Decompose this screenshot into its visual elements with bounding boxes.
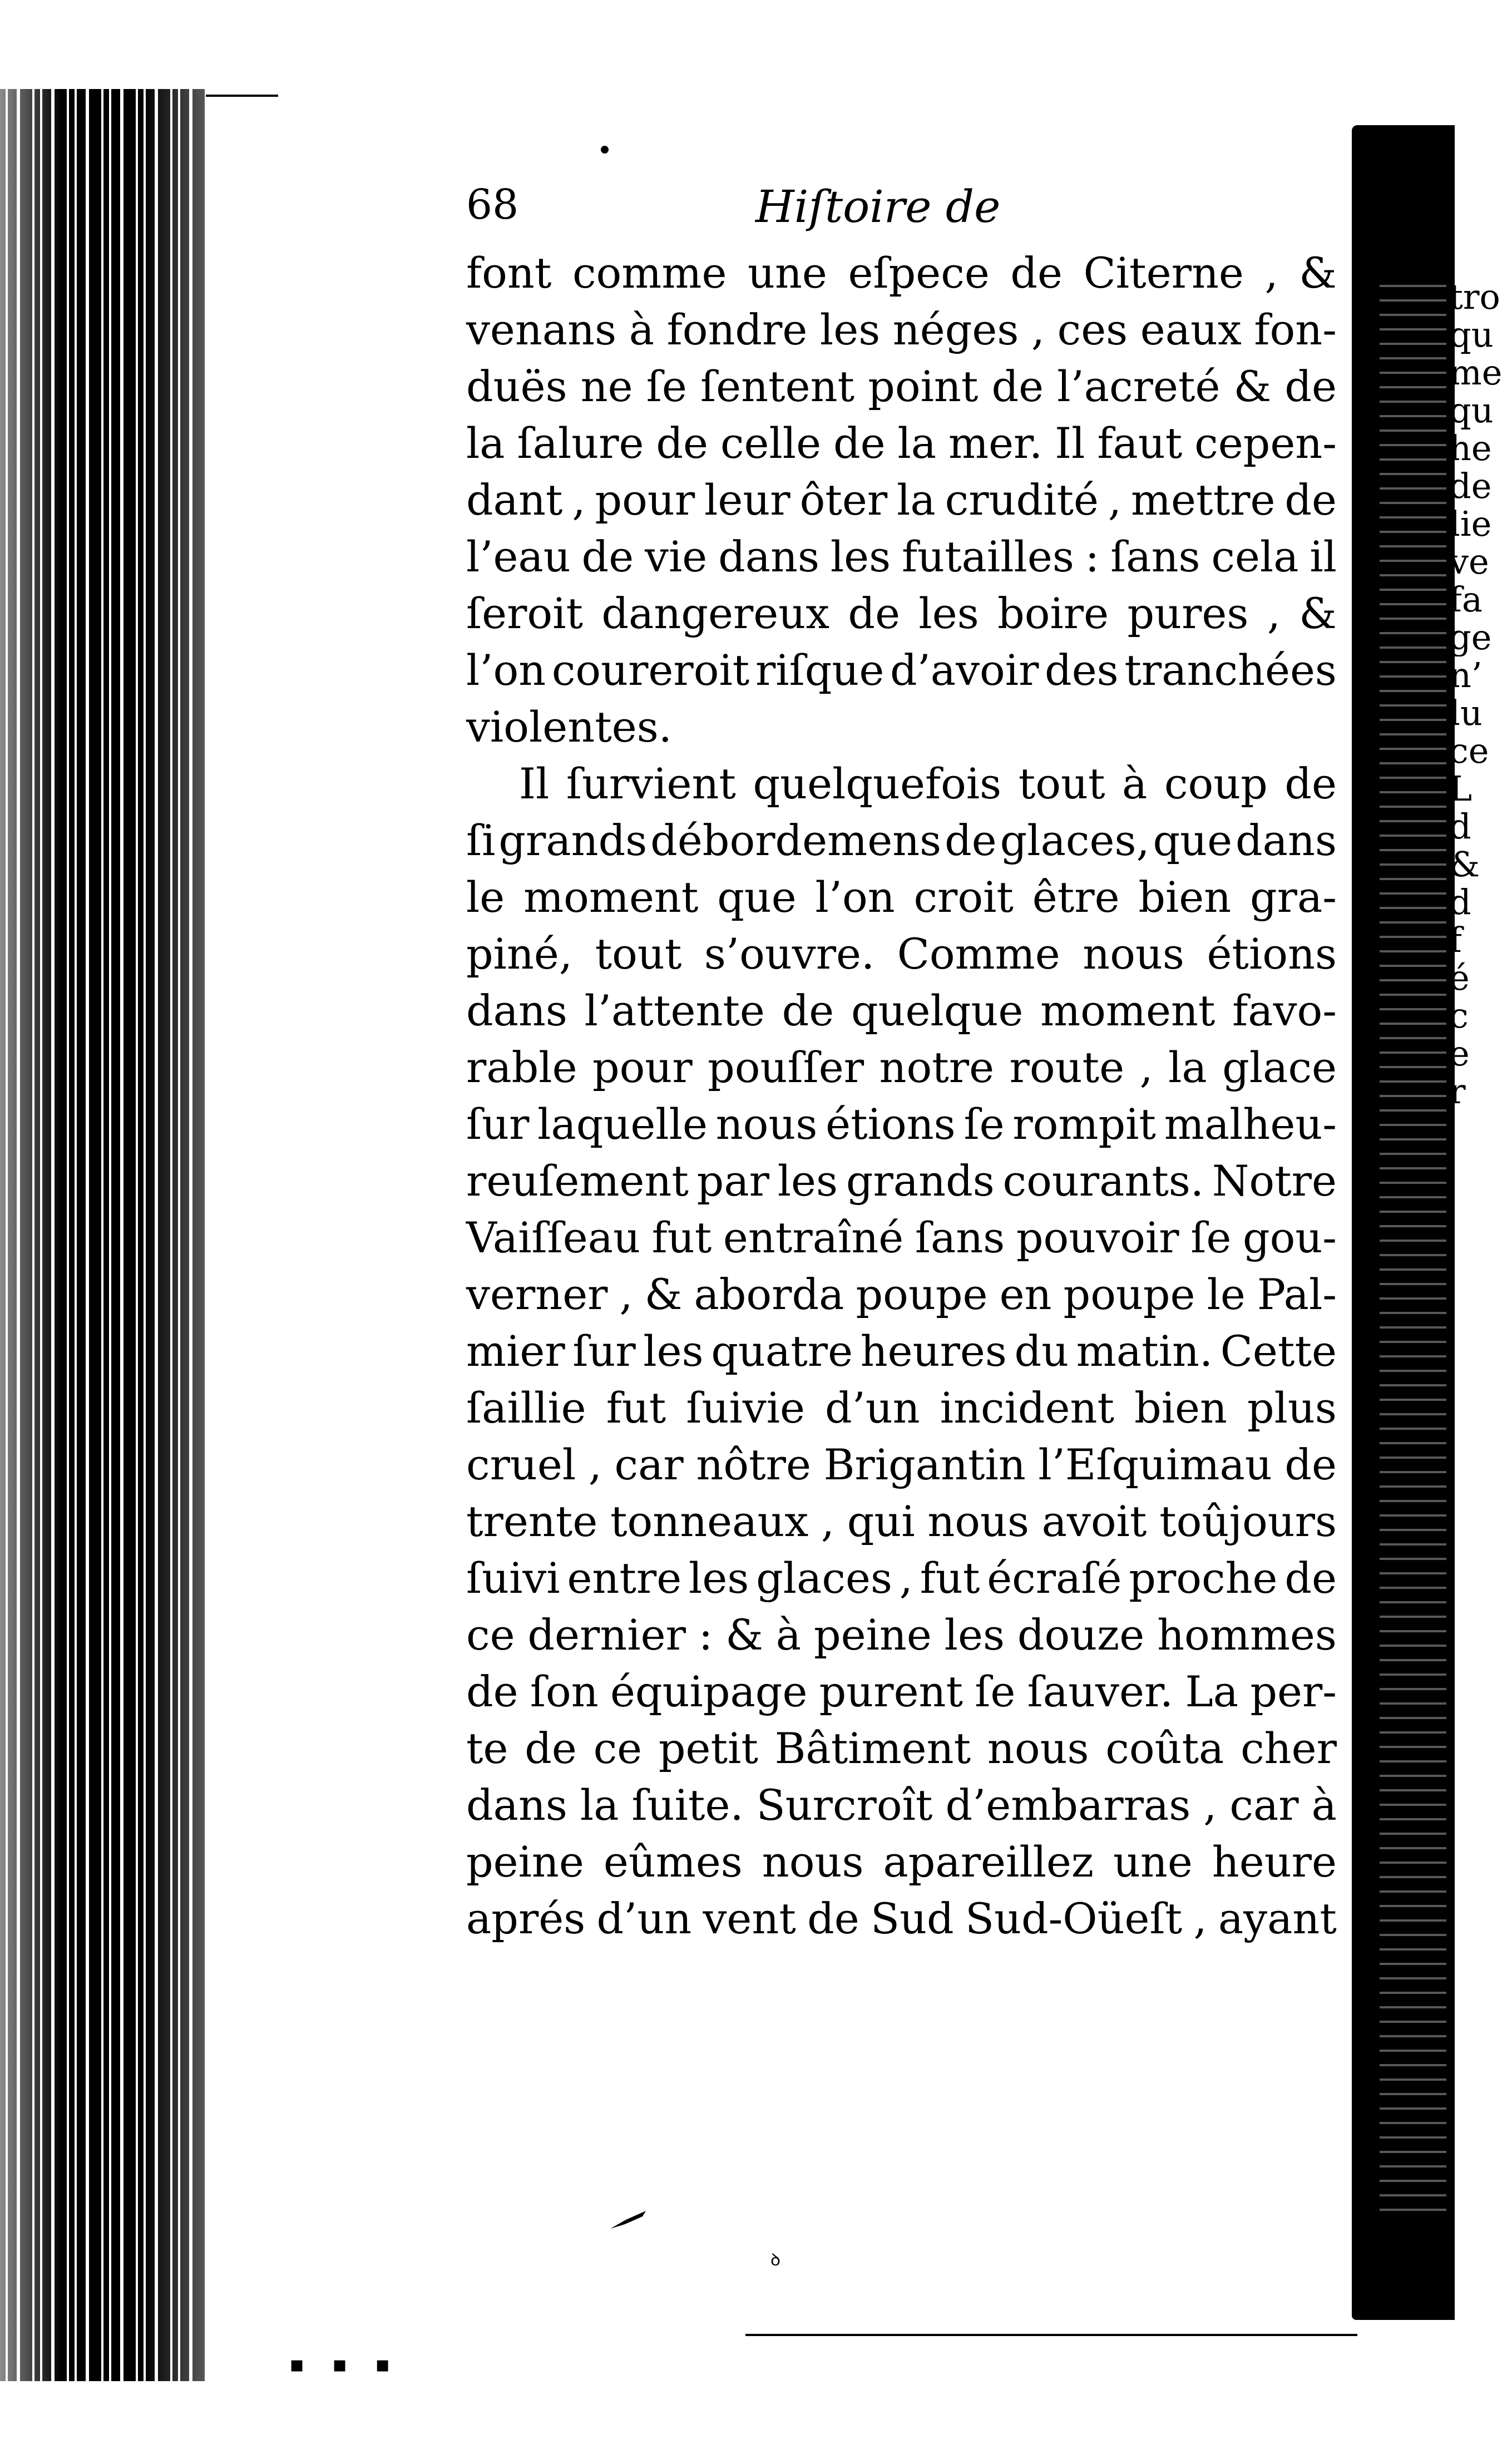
word: pour (592, 1043, 693, 1092)
word: débordemens (650, 816, 942, 865)
next-page-fragment: me (1449, 354, 1503, 392)
word: l’acreté (1057, 362, 1221, 411)
word: riſque (755, 645, 885, 695)
word: & (644, 1270, 683, 1319)
word: aprés (466, 1894, 586, 1943)
word: la (897, 475, 936, 525)
word: la (580, 1780, 619, 1830)
word: comme (572, 248, 727, 298)
text-line (466, 529, 1337, 585)
word: matin. (1076, 1326, 1213, 1376)
word: qui (847, 1497, 915, 1546)
word: reuſement (466, 1156, 689, 1206)
word: Il (519, 759, 550, 808)
word: la (466, 418, 505, 468)
word: Brigantin (823, 1440, 1026, 1489)
text-line (466, 1436, 1337, 1493)
word: le (466, 872, 505, 922)
word: nous (1083, 929, 1184, 979)
word: l’on (815, 872, 895, 922)
word: que (717, 872, 797, 922)
word: peine (466, 1837, 584, 1887)
word: tout (595, 929, 682, 979)
word: cela (1211, 532, 1299, 581)
word: s’ouvre. (704, 929, 875, 979)
text-line (466, 926, 1337, 982)
word: bien (1134, 1383, 1227, 1433)
word: point (868, 362, 979, 411)
word: étions (826, 1099, 956, 1149)
word: cepen- (1194, 418, 1337, 468)
text-line (466, 1323, 1337, 1380)
text-line (466, 1890, 1337, 1947)
next-page-fragment: ve (1449, 543, 1489, 581)
word: faut (1097, 418, 1183, 468)
word: malheu- (1164, 1099, 1337, 1149)
word: eſpece (848, 248, 990, 298)
text-line (466, 472, 1337, 529)
word: venans (466, 305, 617, 354)
word: de (1284, 1440, 1337, 1489)
word: ce (593, 1724, 643, 1773)
text-line: violentes. (466, 702, 672, 752)
word: car (614, 1440, 684, 1489)
word: Cette (1220, 1326, 1337, 1376)
text-line (466, 1720, 1337, 1777)
word: pures (1127, 589, 1249, 638)
word: quelque (851, 986, 1024, 1035)
word: les (777, 1156, 838, 1206)
word: fut (920, 1553, 980, 1603)
word: tranchées (1124, 645, 1337, 695)
word: Surcroît (756, 1780, 933, 1830)
word: , (1267, 589, 1281, 638)
word: ſe (975, 1667, 1016, 1716)
word: dans (466, 1780, 567, 1830)
word: car (1229, 1780, 1299, 1830)
word: de (833, 418, 886, 468)
word: de (525, 1724, 577, 1773)
word: moment (1040, 986, 1215, 1035)
word: Sud (871, 1894, 954, 1943)
word: per- (1250, 1667, 1337, 1716)
word: pouſſer (708, 1043, 864, 1092)
word: duës (466, 362, 567, 411)
next-page-fragment: f (1449, 921, 1462, 959)
word: les (918, 589, 979, 638)
next-page-fragment: he (1449, 429, 1492, 467)
word: fut (606, 1383, 666, 1433)
next-page-fragment: qu (1449, 392, 1494, 429)
stray-mark: ꝺ (770, 2250, 780, 2270)
word: gou- (1242, 1213, 1337, 1262)
word: glace (1222, 1043, 1337, 1092)
word: leur (704, 475, 790, 525)
word: ſur (572, 1326, 636, 1376)
word: bien (1138, 872, 1232, 922)
word: les (819, 305, 881, 354)
word: de (1284, 759, 1337, 808)
word: celle (720, 418, 822, 468)
next-page-fragment: d (1449, 883, 1471, 921)
text-line (466, 1266, 1337, 1323)
text-line (466, 642, 1337, 699)
word: , (572, 475, 586, 525)
next-page-fragment: d (1449, 808, 1471, 846)
next-page-fragment: & (1449, 846, 1480, 883)
word: ne (580, 362, 633, 411)
word: de (466, 1667, 518, 1716)
word: du (1014, 1326, 1069, 1376)
word: la (897, 418, 937, 468)
text-line (466, 1607, 1337, 1663)
word: de (1010, 248, 1063, 298)
word: équipage (610, 1667, 808, 1716)
word: les (830, 532, 891, 581)
word: de (1284, 362, 1337, 411)
word: incident (940, 1383, 1115, 1433)
ink-stroke-mark (609, 2209, 648, 2231)
word: ces (1057, 305, 1128, 354)
word: petit (658, 1724, 758, 1773)
word: gra- (1249, 872, 1337, 922)
word: quatre (711, 1326, 853, 1376)
word: piné, (466, 929, 573, 979)
word: poupe (1063, 1270, 1195, 1319)
text-line (466, 1663, 1337, 1720)
word: les (689, 1553, 749, 1603)
text-line (466, 245, 1337, 302)
word: dernier (527, 1610, 686, 1660)
word: ſalure (517, 418, 644, 468)
text-line (466, 1550, 1337, 1607)
spine-shading (0, 89, 206, 2381)
word: fut (651, 1213, 712, 1262)
word: ſentent (700, 362, 855, 411)
bottom-signature-marks: ▪ ▪ ▪ (289, 2351, 401, 2377)
next-page-fragment: c (1449, 997, 1469, 1035)
text-line (466, 869, 1337, 926)
word: de (848, 589, 901, 638)
word: apareillez (883, 1837, 1094, 1887)
word: , (1203, 1780, 1217, 1830)
word: coup (1164, 759, 1268, 808)
word: quelquefois (753, 759, 1002, 808)
word: entraîné (723, 1213, 904, 1262)
word: glaces, (1000, 816, 1150, 865)
next-page-fragment: qu (1449, 316, 1494, 354)
word: , (899, 1553, 913, 1603)
word: Il (1055, 418, 1085, 468)
word: Bâtiment (774, 1724, 971, 1773)
text-line (466, 1153, 1337, 1209)
word: notre (879, 1043, 995, 1092)
text-line (466, 302, 1337, 358)
word: cruel (466, 1440, 576, 1489)
word: plus (1247, 1383, 1337, 1433)
word: de (991, 362, 1044, 411)
word: la (1168, 1043, 1207, 1092)
word: heures (860, 1326, 1007, 1376)
word: nous (987, 1724, 1089, 1773)
word: favo- (1232, 986, 1337, 1035)
word: ſe (1190, 1213, 1232, 1262)
word: ſe (646, 362, 687, 411)
word: de (807, 1894, 859, 1943)
next-page-fragment: fa (1449, 581, 1483, 619)
word: , (619, 1270, 633, 1319)
word: La (1185, 1667, 1239, 1716)
word: glaces (756, 1553, 892, 1603)
word: douze (1017, 1610, 1145, 1660)
next-page-fragment: e (1449, 1035, 1470, 1073)
word: de (581, 532, 634, 581)
word: , (1193, 1894, 1207, 1943)
word: Citerne (1083, 248, 1244, 298)
word: Sud-Oüeſt (965, 1894, 1183, 1943)
word: : (1085, 532, 1100, 581)
word: ſon (530, 1667, 599, 1716)
word: ſaillie (466, 1383, 586, 1433)
word: de (656, 418, 709, 468)
word: l’attente (584, 986, 765, 1035)
word: font (466, 248, 552, 298)
word: ce (466, 1610, 515, 1660)
next-page-fragment: lie (1449, 505, 1492, 543)
word: coureroit (551, 645, 750, 695)
word: ſi (466, 816, 496, 865)
word: ſuite. (631, 1780, 744, 1830)
word: dans (1236, 816, 1337, 865)
word: il (1310, 532, 1337, 581)
word: , (821, 1497, 835, 1546)
word: les (944, 1610, 1005, 1660)
next-page-fragments (1449, 278, 1512, 1110)
word: par (696, 1156, 769, 1206)
word: : (698, 1610, 713, 1660)
page-header (466, 181, 1362, 242)
word: de (945, 816, 997, 865)
word: hommes (1157, 1610, 1337, 1660)
word: nous (715, 1099, 818, 1149)
word: une (748, 248, 827, 298)
text-line (466, 812, 1337, 869)
word: eûmes (603, 1837, 743, 1887)
bottom-rule (745, 2334, 1357, 2336)
word: nous (762, 1837, 864, 1887)
word: ſuivie (686, 1383, 805, 1433)
next-page-fragment: L (1449, 770, 1473, 808)
word: en (999, 1270, 1052, 1319)
word: toûjours (1159, 1497, 1337, 1546)
word: tonneaux (610, 1497, 809, 1546)
word: écraſé (987, 1553, 1122, 1603)
word: ſuivi (466, 1553, 560, 1603)
word: de (782, 986, 834, 1035)
next-page-fragment: tro (1449, 278, 1500, 316)
word: à (1122, 759, 1148, 808)
next-page-fragment: ce (1449, 732, 1489, 770)
word: vent (703, 1894, 796, 1943)
text-line (466, 1380, 1337, 1436)
word: courants. (1002, 1156, 1204, 1206)
word: de (1284, 475, 1337, 525)
word: & (725, 1610, 763, 1660)
word: avoit (1041, 1497, 1147, 1546)
next-page-fragment: lu (1449, 694, 1483, 732)
word: vie (645, 532, 708, 581)
word: néges (892, 305, 1019, 354)
word: crudité (945, 475, 1099, 525)
text-line (466, 1493, 1337, 1550)
word: route (1009, 1043, 1125, 1092)
text-line (466, 1039, 1337, 1096)
word: nôtre (696, 1440, 811, 1489)
next-page-fragment: r (1449, 1073, 1466, 1110)
word: une (1113, 1837, 1193, 1887)
word: eaux (1140, 305, 1242, 354)
word: ſans (1110, 532, 1200, 581)
word: d’un (596, 1894, 692, 1943)
word: cher (1241, 1724, 1337, 1773)
text-line (466, 358, 1337, 415)
word: nous (927, 1497, 1029, 1546)
next-page-fragment: ge (1449, 619, 1492, 656)
word: dant (466, 475, 563, 525)
running-title: Hiſtoire de (755, 181, 1001, 233)
word: ſe (963, 1099, 1005, 1149)
word: des (1045, 645, 1119, 695)
word: mer. (948, 418, 1043, 468)
next-page-fragment: n’ (1449, 656, 1483, 694)
word: l’eau (466, 532, 571, 581)
body-text (466, 245, 1337, 1947)
word: moment (523, 872, 699, 922)
word: rable (466, 1043, 577, 1092)
word: d’avoir (890, 645, 1039, 695)
word: les (643, 1326, 704, 1376)
word: aborda (694, 1270, 844, 1319)
word: à (629, 305, 654, 354)
word: que (1153, 816, 1233, 865)
next-page-fragment: de (1449, 467, 1492, 505)
word: futailles (902, 532, 1074, 581)
word: d’un (825, 1383, 920, 1433)
word: , (588, 1440, 602, 1489)
text-line (466, 756, 1337, 812)
word: à (1311, 1780, 1337, 1830)
text-line (466, 1777, 1337, 1834)
word: & (1299, 589, 1337, 638)
word: ôter (799, 475, 888, 525)
word: Vaiſſeau (466, 1213, 641, 1262)
gutter-speckle (1380, 273, 1446, 2220)
word: de (1284, 1553, 1337, 1603)
text-line (466, 1096, 1337, 1153)
word: d’embarras (945, 1780, 1191, 1830)
word: fondre (666, 305, 808, 354)
word: l’on (466, 645, 546, 695)
word: Pal- (1257, 1270, 1337, 1319)
word: dans (466, 986, 567, 1035)
word: le (1207, 1270, 1246, 1319)
word: ſur (466, 1099, 530, 1149)
word: purent (819, 1667, 963, 1716)
word: verner (466, 1270, 608, 1319)
word: proche (1129, 1553, 1278, 1603)
text-line (466, 415, 1337, 472)
ink-dot (601, 146, 609, 154)
word: à (775, 1610, 802, 1660)
word: ſans (915, 1213, 1005, 1262)
word: croit (913, 872, 1014, 922)
word: ſeroit (466, 589, 584, 638)
word: , (1264, 248, 1278, 298)
text-line (466, 1834, 1337, 1890)
word: étions (1207, 929, 1337, 979)
top-rule (206, 95, 278, 97)
word: entre (567, 1553, 682, 1603)
word: l’Eſquimau (1038, 1440, 1272, 1489)
text-line (466, 1209, 1337, 1266)
next-page-fragment: é (1449, 959, 1470, 997)
word: , (1139, 1043, 1153, 1092)
word: & (1299, 248, 1337, 298)
word: grands (846, 1156, 995, 1206)
word: tout (1018, 759, 1105, 808)
word: mier (466, 1326, 565, 1376)
word: mettre (1130, 475, 1276, 525)
word: pour (595, 475, 695, 525)
word: ſauver. (1027, 1667, 1174, 1716)
word: être (1032, 872, 1120, 922)
text-line (466, 585, 1337, 642)
word: boire (997, 589, 1109, 638)
word: ayant (1218, 1894, 1337, 1943)
word: Comme (897, 929, 1060, 979)
word: trente (466, 1497, 598, 1546)
word: grands (498, 816, 648, 865)
word: heure (1212, 1837, 1337, 1887)
page-number: 68 (466, 181, 519, 229)
word: ſurvient (566, 759, 736, 808)
word: dangereux (601, 589, 830, 638)
word: pouvoir (1016, 1213, 1179, 1262)
word: fon- (1254, 305, 1337, 354)
word: , (1031, 305, 1045, 354)
word: coûta (1105, 1724, 1224, 1773)
word: te (466, 1724, 508, 1773)
word: dans (718, 532, 820, 581)
word: poupe (856, 1270, 988, 1319)
text-line (466, 982, 1337, 1039)
word: & (1233, 362, 1272, 411)
word: rompit (1012, 1099, 1156, 1149)
word: laquelle (537, 1099, 708, 1149)
word: , (1108, 475, 1122, 525)
word: Notre (1212, 1156, 1337, 1206)
word: peine (813, 1610, 932, 1660)
